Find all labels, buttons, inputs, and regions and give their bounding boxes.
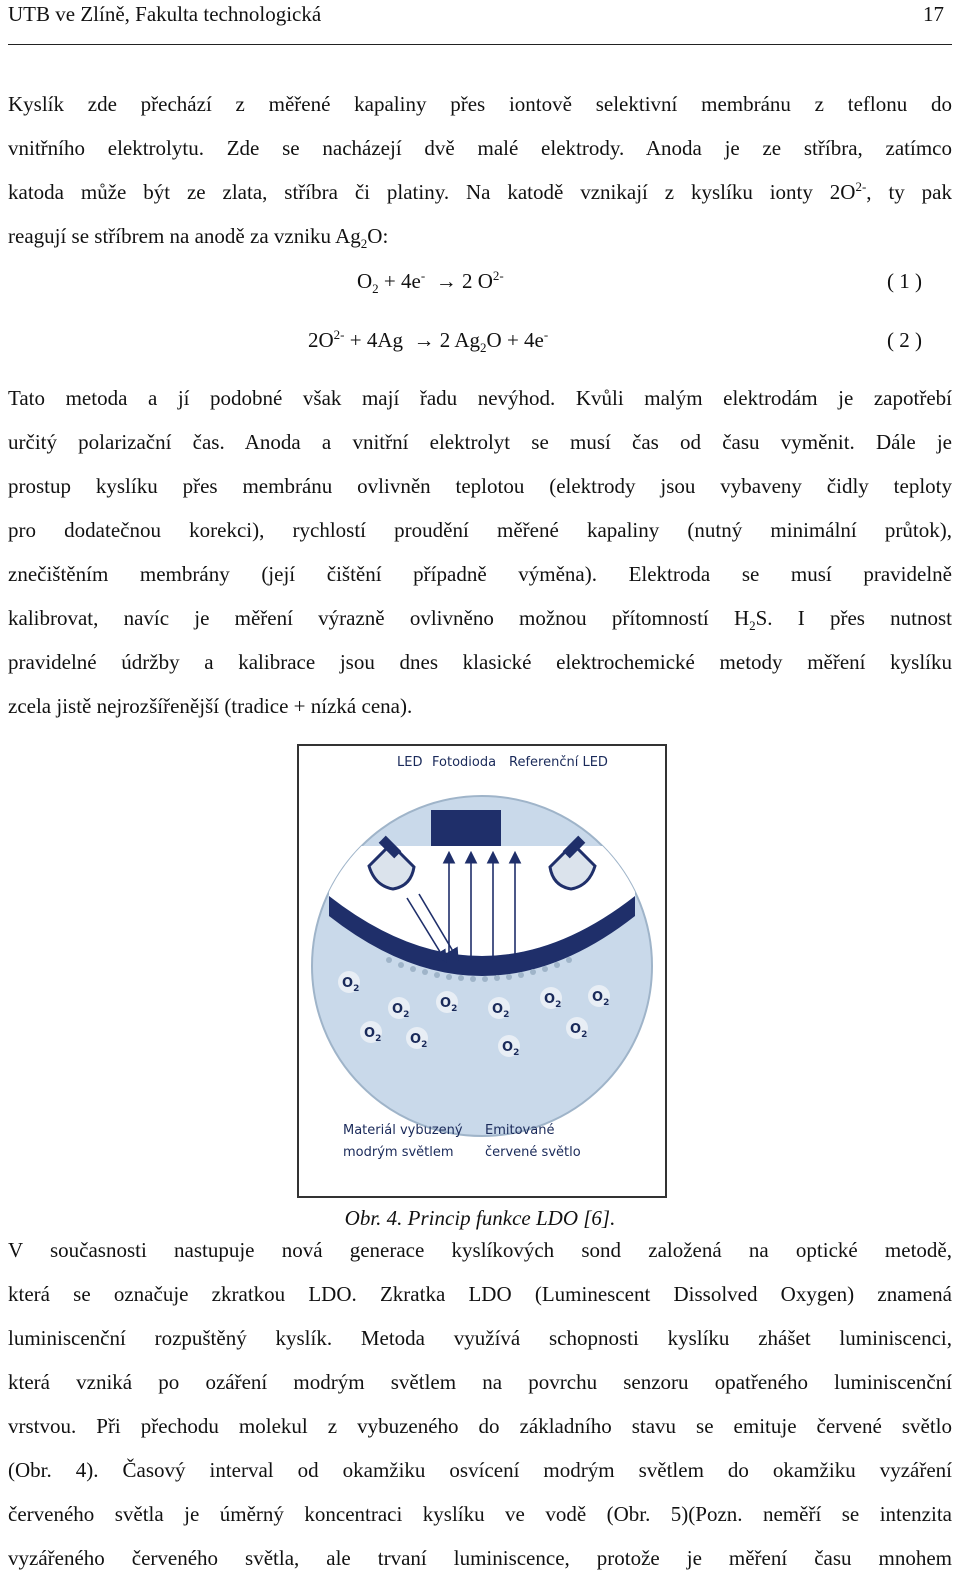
text-line: prostup kyslíku přes membránu ovlivněn teplotou (elektrody jsou vybaveny čidly teploty — [8, 474, 952, 498]
text-line: červeného světla je úměrný koncentraci kyslíku ve vodě (Obr. 5)(Pozn. neměří se intenzita — [8, 1502, 952, 1526]
text-line: zcela jistě nejrozšířenější (tradice + nízká cena). — [8, 694, 413, 718]
svg-text:O2: $O_2$ — [502, 1040, 520, 1058]
figure-caption: Obr. 4. Princip funkce LDO [6]. — [344, 1206, 616, 1230]
svg-text:O2: $O_2$ — [364, 1026, 382, 1044]
text-line: znečištěním membrány (její čištění případně výměna). Elektroda se musí pravidelně — [8, 562, 952, 586]
paragraph-disadvantages — [8, 376, 952, 728]
svg-text:O2: $O_2$ — [570, 1022, 588, 1040]
text-line: luminiscenční rozpuštěný kyslík. Metoda využívá schopnosti kyslíku zhášet luminiscenci, — [8, 1326, 952, 1350]
equation-1: $O_2 + 4e^- \to 2$ $O^{2-}$ — [357, 268, 504, 297]
label-photodiode: Fotodioda — [432, 755, 497, 770]
label-material-line1: Materiál vybuzený — [343, 1123, 463, 1138]
text-line: vyzářeného červeného světla, ale trvaní luminiscence, protože je měření času mnohem — [8, 1546, 952, 1570]
text-line: (Obr. 4). Časový interval od okamžiku osvícení modrým světlem do okamžiku vyzáření — [8, 1458, 952, 1482]
label-led: LED — [397, 755, 423, 770]
text-line: která se označuje zkratkou LDO. Zkratka LDO (Luminescent Dissolved Oxygen) znamená — [8, 1282, 952, 1306]
equation-2-number: ( 2 ) — [887, 328, 922, 352]
text-line: Kyslík zde přechází z měřené kapaliny přes iontově selektivní membránu z teflonu do — [8, 92, 952, 116]
text-line: pro dodatečnou korekci), rychlostí proudění měřené kapaliny (nutný minimální průtok), — [8, 518, 952, 542]
page-header — [8, 0, 952, 45]
svg-text:O2: $O_2$ — [592, 990, 610, 1008]
equation-2: $2O^{2-} + 4Ag \to 2$ $Ag_2O + 4e^-$ — [308, 327, 549, 356]
text-line: katoda může být ze zlata, stříbra či platiny. Na katodě vznikají z kyslíku ionty $2O^{2-}$, ty pak — [8, 179, 952, 204]
page-number: 17 — [923, 2, 944, 26]
svg-text:O2: $O_2$ — [342, 976, 360, 994]
svg-text:O2: $O_2$ — [392, 1002, 410, 1020]
label-material-line2: modrým světlem — [343, 1145, 454, 1160]
ldo-diagram — [299, 746, 665, 1196]
paragraph-ldo — [8, 1228, 952, 1580]
header-title: UTB ve Zlíně, Fakulta technologická — [8, 2, 322, 26]
label-emitted-line2: červené světlo — [485, 1145, 581, 1160]
text-line: vrstvou. Při přechodu molekul z vybuzeného do základního stavu se emituje červené světlo — [8, 1414, 952, 1438]
photodiode — [431, 810, 501, 846]
equation-1-number: ( 1 ) — [887, 269, 922, 293]
label-emitted-line1: Emitované — [485, 1123, 555, 1138]
text-line: vnitřního elektrolytu. Zde se nacházejí dvě malé elektrody. Anoda je ze stříbra, zatímco — [8, 136, 952, 160]
svg-text:O2: $O_2$ — [544, 992, 562, 1010]
paragraph-oxygen-transfer — [8, 82, 952, 258]
text-line: určitý polarizační čas. Anoda a vnitřní elektrolyt se musí čas od času vyměnit. Dále je — [8, 430, 952, 454]
text-line: reagují se stříbrem na anodě za vzniku $Ag_2O$: — [8, 224, 389, 252]
text-line: pravidelné údržby a kalibrace jsou dnes klasické elektrochemické metody měření kyslíku — [8, 650, 952, 674]
svg-text:O2: $O_2$ — [410, 1032, 428, 1050]
text-line: která vzniká po ozáření modrým světlem na povrchu senzoru opatřeného luminiscenční — [8, 1370, 952, 1394]
text-line: kalibrovat, navíc je měření výrazně ovlivněno možnou přítomností $H_2S$. I přes nutnost — [8, 606, 952, 634]
ldo-principle-figure — [297, 744, 667, 1198]
text-line: V současnosti nastupuje nová generace kyslíkových sond založená na optické metodě, — [8, 1238, 952, 1262]
svg-text:O2: $O_2$ — [492, 1002, 510, 1020]
svg-text:O2: $O_2$ — [440, 996, 458, 1014]
label-reference-led: Referenční LED — [509, 755, 608, 770]
text-line: Tato metoda a jí podobné však mají řadu nevýhod. Kvůli malým elektrodám je zapotřebí — [8, 386, 952, 410]
